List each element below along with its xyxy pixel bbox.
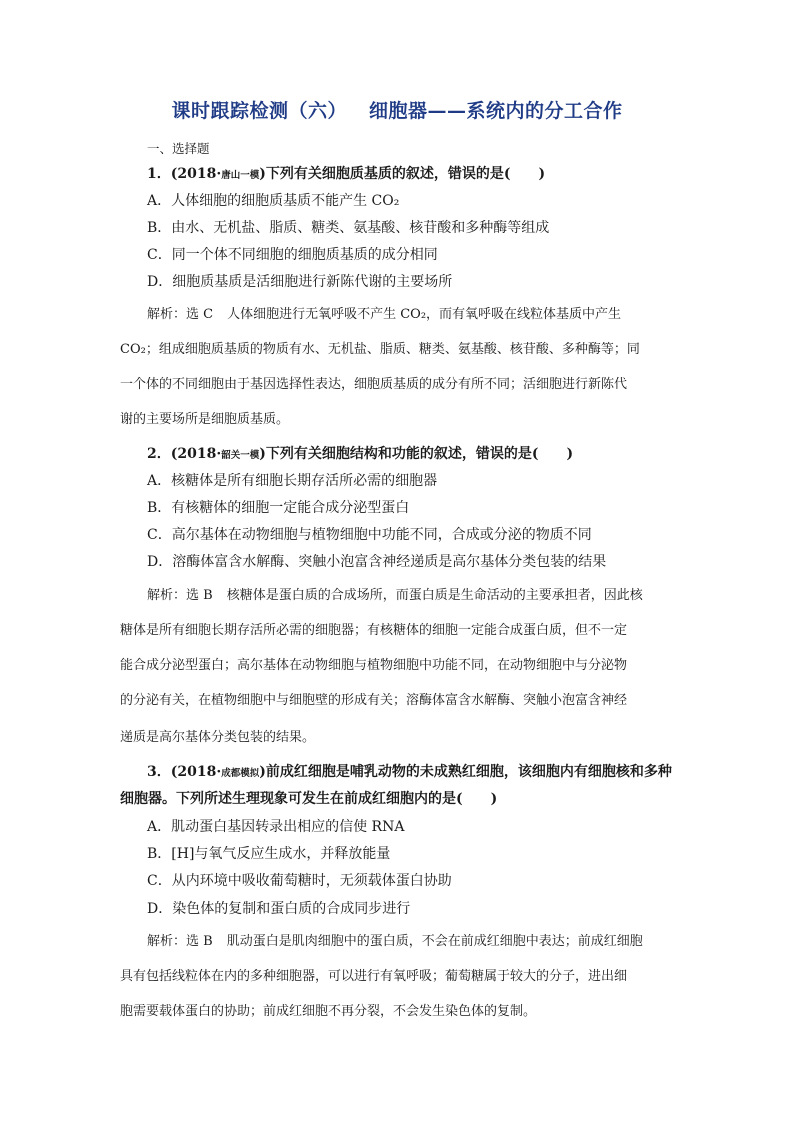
question-3-stem: 3．(2018·成都模拟)前成红细胞是哺乳动物的未成熟红细胞，该细胞内有细胞核和多种 xyxy=(147,764,672,780)
question-2-option-a: A．核糖体是所有细胞长期存活所必需的细胞器 xyxy=(147,473,438,489)
question-1-option-b: B．由水、无机盐、脂质、糖类、氨基酸、核苷酸和多种酶等组成 xyxy=(147,220,550,236)
question-2-answer: 解析：选 B xyxy=(147,588,213,603)
question-2-stem: 2．(2018·韶关一模)下列有关细胞结构和功能的叙述，错误的是( ) xyxy=(147,446,574,462)
question-3-option-c: C．从内环境中吸收葡萄糖时，无须载体蛋白协助 xyxy=(147,873,452,889)
question-1-option-a: A．人体细胞的细胞质基质不能产生 CO₂ xyxy=(147,193,400,209)
question-1-source: 唐山一模 xyxy=(221,170,260,181)
question-2-analysis-line: 糖体是所有细胞长期存活所必需的细胞器；有核糖体的细胞一定能合成蛋白质，但不一定 xyxy=(120,623,628,638)
question-2-analysis-line: 解析：选 B 核糖体是蛋白质的合成场所，而蛋白质是生命活动的主要承担者，因此核 xyxy=(147,588,643,603)
question-1-analysis-line: CO₂；组成细胞质基质的物质有水、无机盐、脂质、糖类、氨基酸、核苷酸、多种酶等；同 xyxy=(120,342,640,357)
question-3-stem-continued: 细胞器。下列所述生理现象可发生在前成红细胞内的是( ) xyxy=(120,791,498,807)
question-1-option-d: D．细胞质基质是活细胞进行新陈代谢的主要场所 xyxy=(147,274,453,290)
question-2-analysis-line: 递质是高尔基体分类包装的结果。 xyxy=(120,730,316,745)
question-3-option-b: B．[H]与氧气反应生成水，并释放能量 xyxy=(147,846,391,862)
page-title xyxy=(0,96,794,123)
title-part2: 细胞器——系统内的分工合作 xyxy=(369,100,623,122)
question-1-answer: 解析：选 C xyxy=(147,307,214,322)
question-3-option-d: D．染色体的复制和蛋白质的合成同步进行 xyxy=(147,901,411,917)
question-3-analysis-line: 解析：选 B 肌动蛋白是肌肉细胞中的蛋白质，不会在前成红细胞中表达；前成红细胞 xyxy=(147,934,643,949)
question-3-answer: 解析：选 B xyxy=(147,934,213,949)
question-3-source: 成都模拟 xyxy=(221,768,260,779)
question-2-analysis-line: 的分泌有关，在植物细胞中与细胞壁的形成有关；溶酶体富含水解酶、突触小泡富含神经 xyxy=(120,693,628,708)
question-3-option-a: A．肌动蛋白基因转录出相应的信使 RNA xyxy=(147,819,405,835)
question-1-analysis-line: 解析：选 C 人体细胞进行无氧呼吸不产生 CO₂，而有氧呼吸在线粒体基质中产生 xyxy=(147,307,622,322)
question-2-option-d: D．溶酶体富含水解酶、突触小泡富含神经递质是高尔基体分类包装的结果 xyxy=(147,554,607,570)
question-1-stem: 1．(2018·唐山一模)下列有关细胞质基质的叙述，错误的是( ) xyxy=(147,166,546,182)
question-3-analysis-line: 具有包括线粒体在内的多种细胞器，可以进行有氧呼吸；葡萄糖属于较大的分子，进出细 xyxy=(120,969,628,984)
title-part1: 课时跟踪检测（六） xyxy=(171,100,347,122)
question-3-analysis-line: 胞需要载体蛋白的协助；前成红细胞不再分裂，不会发生染色体的复制。 xyxy=(120,1004,537,1019)
question-2-source: 韶关一模 xyxy=(221,450,260,461)
question-2-option-b: B．有核糖体的细胞一定能合成分泌型蛋白 xyxy=(147,500,410,516)
question-2-option-c: C．高尔基体在动物细胞与植物细胞中功能不同，合成或分泌的物质不同 xyxy=(147,527,592,543)
question-1-option-c: C．同一个体不同细胞的细胞质基质的成分相同 xyxy=(147,247,438,263)
section-heading: 一、选择题 xyxy=(147,141,210,156)
question-2-analysis-line: 能合成分泌型蛋白；高尔基体在动物细胞与植物细胞中功能不同，在动物细胞中与分泌物 xyxy=(120,658,628,673)
question-1-analysis-line: 谢的主要场所是细胞质基质。 xyxy=(120,412,290,427)
question-1-analysis-line: 一个体的不同细胞由于基因选择性表达，细胞质基质的成分有所不同；活细胞进行新陈代 xyxy=(120,377,628,392)
